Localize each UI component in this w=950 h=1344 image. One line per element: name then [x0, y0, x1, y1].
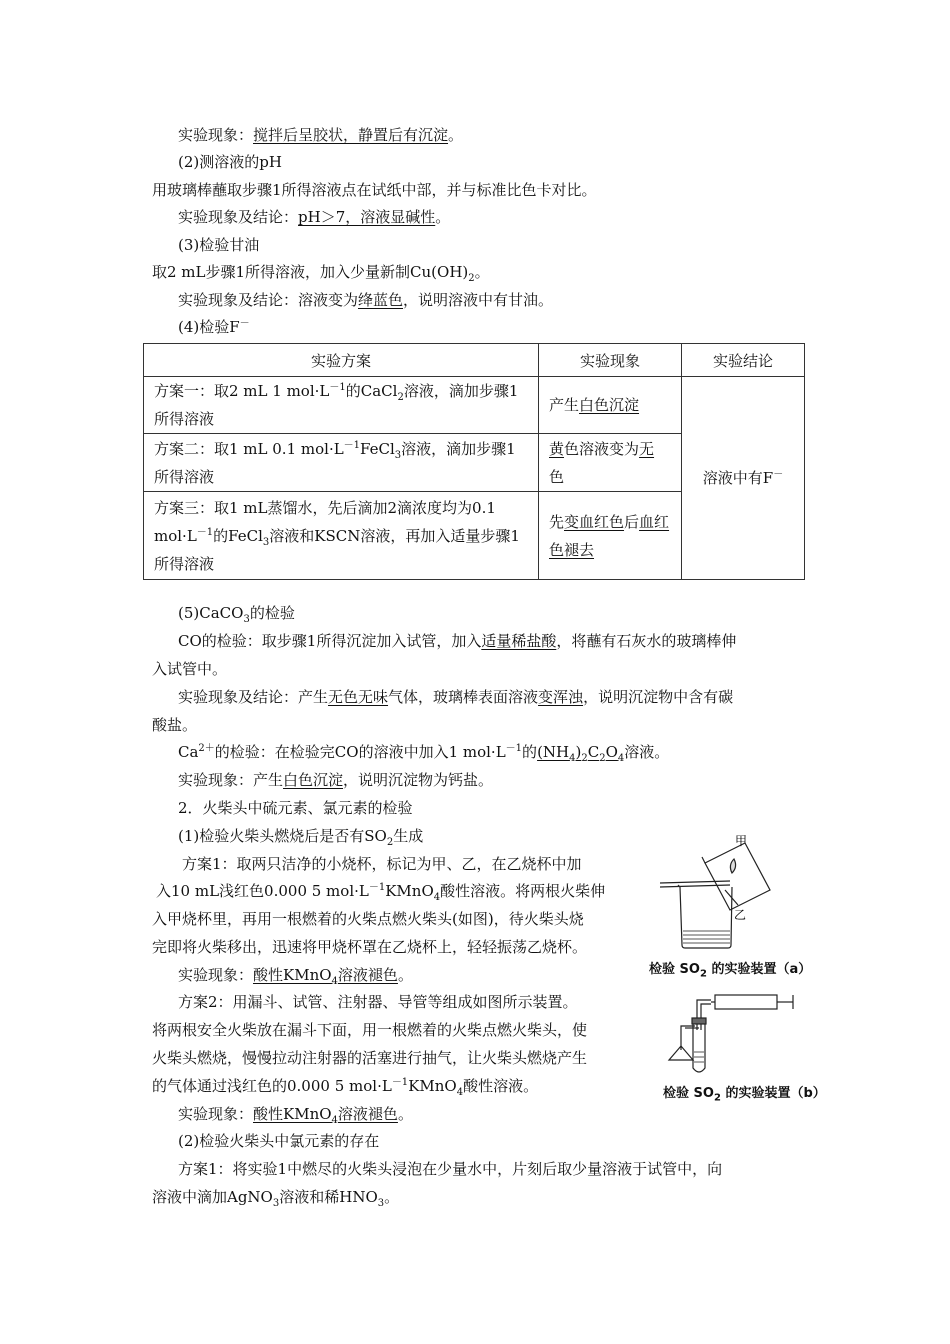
scheme2-line4: 的气体通过浅红色的0.000 5 $mol\cdot L^{-1}KMnO_4$酸性溶液。: [152, 1077, 539, 1098]
label-yi: 乙: [734, 908, 747, 922]
scheme1-result: 实验现象：酸性KMnO$_4$溶液褪色。: [178, 966, 413, 987]
heading-chlorine: (2)检验火柴头中氯元素的存在: [178, 1132, 380, 1150]
phenomenon-3: 先变血红色后血红色褪去: [539, 492, 682, 580]
table-header-scheme: 实验方案: [144, 344, 539, 377]
heading-section-2: 2．火柴头中硫元素、氯元素的检验: [178, 799, 413, 817]
chlorine-line1: 方案1：将实验1中燃尽的火柴头浸泡在少量水中，片刻后取少量溶液于试管中，向: [178, 1160, 723, 1178]
line-co-result: 实验现象及结论：产生无色无味气体，玻璃棒表面溶液变浑浊，说明沉淀物中含有碳: [178, 688, 734, 706]
apparatus-b-figure: [655, 990, 805, 1080]
line-co-test: CO的检验：取步骤1所得沉淀加入试管，加入适量稀盐酸，将蘸有石灰水的玻璃棒伸: [178, 632, 737, 650]
conclusion-cell: 溶液中有F－: [682, 377, 805, 580]
apparatus-a-figure: [650, 835, 800, 955]
heading-glycerol: (3)检验甘油: [178, 236, 260, 254]
label-jia: 甲: [735, 835, 748, 848]
scheme-3: 方案三：取1 mL蒸馏水，先后滴加2滴浓度均为0.1 $mol\cdot L^{-1}$的FeCl$_3$溶液和KSCN溶液，再加入适量步骤1所得溶液: [144, 492, 539, 580]
scheme1-line2: 入10 mL浅红色0.000 5 $mol\cdot L^{-1}KMnO_4$酸性溶液。将两根火柴伸: [156, 882, 606, 903]
table-header-conclusion: 实验结论: [682, 344, 805, 377]
scheme1-line1: 方案1：取两只洁净的小烧杯，标记为甲、乙，在乙烧杯中加: [182, 855, 582, 873]
line-ca-result: 实验现象：产生白色沉淀，说明沉淀物为钙盐。: [178, 771, 494, 789]
table-row: [144, 377, 805, 434]
line-ph-result: 实验现象及结论：pH＞7，溶液显碱性。: [178, 208, 451, 226]
scheme-1: 方案一：取2 mL 1 $mol\cdot L^{-1}$的CaCl$_2$溶液，滴加步骤1所得溶液: [144, 377, 539, 434]
heading-caco3: (5)CaCO$_3$的检验: [178, 604, 295, 625]
caption-b: 检验 $SO_2$ 的实验装置（b）: [663, 1086, 826, 1104]
scheme1-line4: 完即将火柴移出，迅速将甲烧杯罩在乙烧杯上，轻轻振荡乙烧杯。: [152, 938, 588, 956]
scheme2-line3: 火柴头燃烧，慢慢拉动注射器的活塞进行抽气，让火柴头燃烧产生: [152, 1049, 588, 1067]
heading-fluoride: (4)检验F－: [178, 318, 250, 336]
line-co-result-cont: 酸盐。: [152, 716, 198, 734]
table-header-phenomenon: 实验现象: [539, 344, 682, 377]
line-ca-test: $Ca^{2+}$的检验：在检验完CO的溶液中加入1 $mol\cdot L^{-1}$的$(NH_4)_2C_2O_4$溶液。: [178, 743, 670, 764]
line-glycerol-result: 实验现象及结论：溶液变为绛蓝色，说明溶液中有甘油。: [178, 291, 554, 309]
phenomenon-2: 黄色溶液变为无 色: [539, 434, 682, 492]
scheme2-line1: 方案2：用漏斗、试管、注射器、导管等组成如图所示装置。: [178, 993, 578, 1011]
scheme2-result: 实验现象：酸性KMnO$_4$溶液褪色。: [178, 1105, 413, 1126]
caption-a: 检验 $SO_2$ 的实验装置（a）: [649, 962, 812, 980]
chlorine-line2: 溶液中滴加AgNO$_3$溶液和稀$HNO_3$。: [152, 1188, 400, 1209]
heading-ph: (2)测溶液的pH: [178, 153, 282, 171]
line-ph-method: 用玻璃棒蘸取步骤1所得溶液点在试纸中部，并与标准比色卡对比。: [152, 181, 597, 199]
heading-so2: (1)检验火柴头燃烧后是否有$SO_2$生成: [178, 827, 424, 848]
scheme-2: 方案二：取1 mL 0.1 $mol\cdot L^{-1}FeCl_3$溶液，滴加步骤1所得溶液: [144, 434, 539, 492]
line-glycerol-method: 取2 mL步骤1所得溶液，加入少量新制$Cu(OH)_2$。: [152, 263, 490, 284]
scheme1-line3: 入甲烧杯里，再用一根燃着的火柴点燃火柴头(如图)，待火柴头烧: [152, 910, 584, 928]
line-phenomenon-1: 实验现象：搅拌后呈胶状，静置后有沉淀。: [178, 126, 464, 144]
phenomenon-1: 产生白色沉淀: [539, 377, 682, 434]
fluoride-test-table: [143, 343, 805, 580]
scheme2-line2: 将两根安全火柴放在漏斗下面，用一根燃着的火柴点燃火柴头，使: [152, 1021, 588, 1039]
line-co-test-cont: 入试管中。: [152, 660, 228, 678]
